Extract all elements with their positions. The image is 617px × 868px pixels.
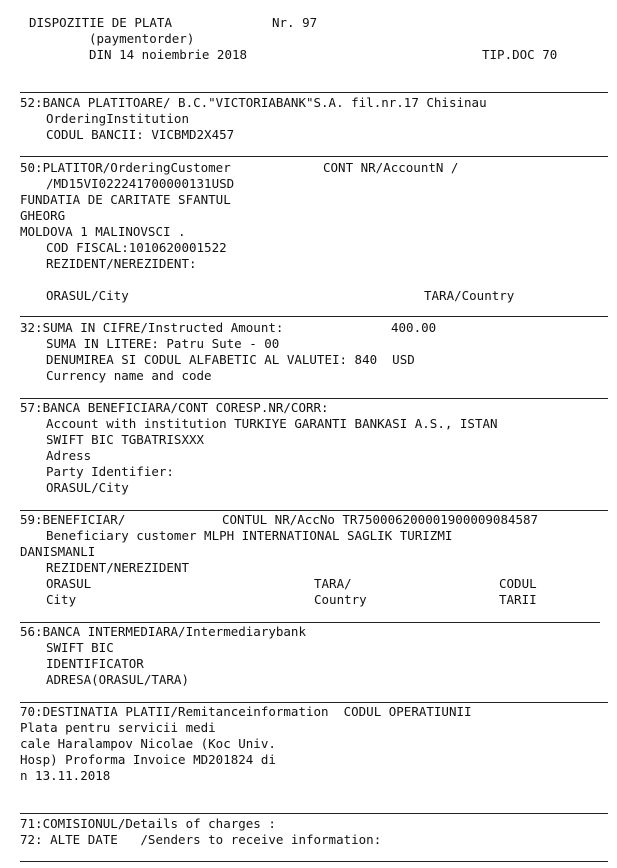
remittance-text: n 13.11.2018 xyxy=(20,768,111,783)
divider xyxy=(20,316,608,317)
remittance-text: Hosp) Proforma Invoice MD201824 di xyxy=(20,752,276,767)
amount-currency: DENUMIREA SI CODUL ALFABETIC AL VALUTEI: 840 USD xyxy=(46,352,415,367)
amount-currency-label: Currency name and code xyxy=(46,368,212,383)
document-type: TIP.DOC 70 xyxy=(482,47,558,62)
document-number: Nr. 97 xyxy=(272,15,318,30)
beneficiary-code-label: TARII xyxy=(499,592,537,607)
amount-in-words: SUMA IN LITERE: Patru Sute - 00 xyxy=(46,336,280,351)
ordering-bank-line: OrderingInstitution xyxy=(46,111,189,126)
payer-account-label: CONT NR/AccountN / xyxy=(323,160,459,175)
remittance-text: Plata pentru servicii medi xyxy=(20,720,216,735)
ordering-bank-code: CODUL BANCII: VICBMD2X457 xyxy=(46,127,235,142)
divider xyxy=(20,622,600,623)
beneficiary-bank-swift: SWIFT BIC TGBATRISXXX xyxy=(46,432,205,447)
beneficiary-customer: DANISMANLI xyxy=(20,544,96,559)
payer-city: ORASUL/City xyxy=(46,288,129,303)
amount-label: 32:SUMA IN CIFRE/Instructed Amount: xyxy=(20,320,284,335)
divider xyxy=(20,398,608,399)
divider xyxy=(20,702,608,703)
payer-name: GHEORG xyxy=(20,208,66,223)
ordering-bank-line: 52:BANCA PLATITOARE/ B.C."VICTORIABANK"S.A. fil.nr.17 Chisinau xyxy=(20,95,487,110)
beneficiary-country-label: Country xyxy=(314,592,367,607)
document-title: DISPOZITIE DE PLATA xyxy=(29,15,172,30)
document-date: DIN 14 noiembrie 2018 xyxy=(89,47,248,62)
beneficiary-label: 59:BENEFICIAR/ xyxy=(20,512,126,527)
divider xyxy=(20,92,608,93)
payer-fiscal-code: COD FISCAL:1010620001522 xyxy=(46,240,227,255)
beneficiary-city-label: ORASUL xyxy=(46,576,92,591)
document-subtitle: (paymentorder) xyxy=(89,31,195,46)
intermediary-address: ADRESA(ORASUL/TARA) xyxy=(46,672,189,687)
amount-value: 400.00 xyxy=(391,320,437,335)
payer-account: /MD15VI022241700000131USD xyxy=(46,176,235,191)
beneficiary-residency: REZIDENT/NEREZIDENT xyxy=(46,560,189,575)
beneficiary-bank-city: ORASUL/City xyxy=(46,480,129,495)
payer-label: 50:PLATITOR/OrderingCustomer xyxy=(20,160,231,175)
payer-residency: REZIDENT/NEREZIDENT: xyxy=(46,256,197,271)
remittance-label: 70:DESTINATIA PLATII/Remitanceinformation CODUL OPERATIUNII xyxy=(20,704,472,719)
intermediary-identifier: IDENTIFICATOR xyxy=(46,656,144,671)
charges-details: 71:COMISIONUL/Details of charges : xyxy=(20,816,276,831)
intermediary-swift: SWIFT BIC xyxy=(46,640,114,655)
payer-country: TARA/Country xyxy=(424,288,515,303)
divider xyxy=(20,156,608,157)
payer-name: FUNDATIA DE CARITATE SFANTUL xyxy=(20,192,231,207)
beneficiary-bank-label: 57:BANCA BENEFICIARA/CONT CORESP.NR/CORR: xyxy=(20,400,329,415)
beneficiary-account: CONTUL NR/AccNo TR750006200001900009084587 xyxy=(222,512,539,527)
beneficiary-country-label: TARA/ xyxy=(314,576,352,591)
divider xyxy=(20,510,608,511)
beneficiary-bank-institution: Account with institution TURKIYE GARANTI BANKASI A.S., ISTAN xyxy=(46,416,498,431)
other-data: 72: ALTE DATE /Senders to receive information: xyxy=(20,832,382,847)
beneficiary-bank-address: Adress xyxy=(46,448,92,463)
divider xyxy=(20,861,608,862)
remittance-text: cale Haralampov Nicolae (Koc Univ. xyxy=(20,736,276,751)
intermediary-bank-label: 56:BANCA INTERMEDIARA/Intermediarybank xyxy=(20,624,306,639)
beneficiary-bank-party-id: Party Identifier: xyxy=(46,464,174,479)
beneficiary-city-label: City xyxy=(46,592,77,607)
beneficiary-code-label: CODUL xyxy=(499,576,537,591)
beneficiary-customer: Beneficiary customer MLPH INTERNATIONAL SAGLIK TURIZMI xyxy=(46,528,453,543)
payer-address: MOLDOVA 1 MALINOVSCI . xyxy=(20,224,186,239)
divider xyxy=(20,813,608,814)
